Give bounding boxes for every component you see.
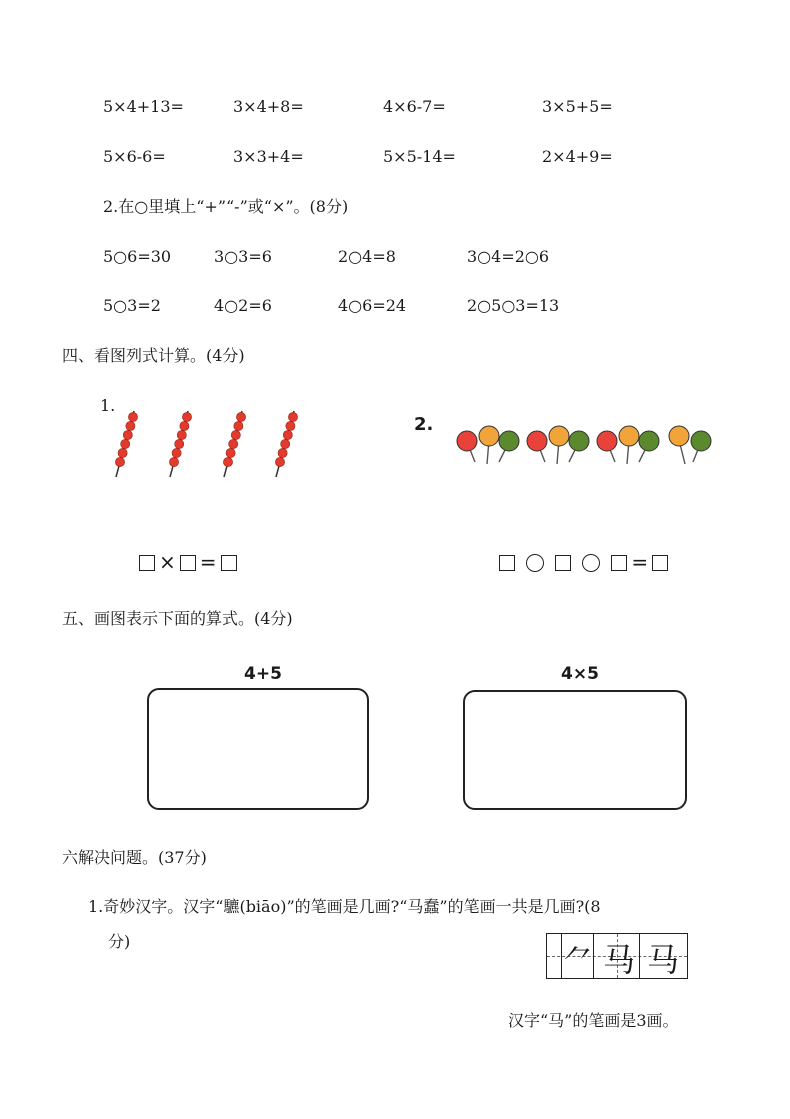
skewers-illustration — [100, 405, 310, 480]
answer-box[interactable] — [221, 555, 237, 571]
answer-box[interactable] — [139, 555, 155, 571]
fill-3-3: 2○4=8 — [338, 247, 396, 266]
stroke-step-1: ⺈ — [563, 944, 593, 979]
fill-4-3: 4○6=24 — [338, 296, 407, 315]
stroke-order-grid — [546, 933, 688, 979]
equals-sign: = — [631, 550, 649, 574]
stroke-step-3: 马 — [647, 941, 680, 979]
operator-circle[interactable] — [526, 554, 544, 572]
lollipop-group — [457, 426, 519, 464]
operator-circle[interactable] — [582, 554, 600, 572]
skewer — [169, 411, 191, 477]
arith-2-1: 5×6-6= — [103, 147, 166, 166]
lollipops-illustration — [453, 422, 718, 468]
lollipop-group — [597, 426, 659, 464]
picture-2-label: 2. — [414, 414, 434, 435]
expression-2: 4×5 — [561, 664, 599, 684]
skewer — [275, 411, 297, 477]
arith-2-2: 3×3+4= — [233, 147, 304, 166]
fill-4-1: 5○3=2 — [103, 296, 161, 315]
fill-4-4: 2○5○3=13 — [467, 296, 560, 315]
answer-box[interactable] — [499, 555, 515, 571]
drawing-box-2[interactable] — [463, 690, 687, 810]
arith-2-4: 2×4+9= — [542, 147, 613, 166]
section-6-title: 六解决问题。(37分) — [62, 848, 207, 867]
answer-box[interactable] — [555, 555, 571, 571]
arith-1-4: 3×5+5= — [542, 97, 613, 116]
drawing-box-1[interactable] — [147, 688, 369, 810]
question-6-1-line2: 分) — [108, 932, 131, 951]
skewer — [223, 411, 245, 477]
answer-template-1 — [139, 550, 237, 574]
section-5-title: 五、画图表示下面的算式。(4分) — [62, 609, 293, 628]
stroke-step-2: 马 — [603, 941, 636, 979]
equals-sign: = — [199, 550, 217, 574]
arith-1-2: 3×4+8= — [233, 97, 304, 116]
question-2-title: 2.在○里填上“+”“-”或“×”。(8分) — [103, 197, 349, 216]
skewer — [115, 411, 137, 477]
lollipop-group — [669, 426, 711, 464]
lollipop-group — [527, 426, 589, 464]
answer-box[interactable] — [652, 555, 668, 571]
fill-3-2: 3○3=6 — [214, 247, 272, 266]
question-6-1-line1: 1.奇妙汉字。汉字“䮽(biāo)”的笔画是几画?“马蠢”的笔画一共是几画?(8 — [88, 897, 601, 916]
picture-1-label: 1. — [100, 396, 116, 415]
arith-2-3: 5×5-14= — [383, 147, 456, 166]
section-4-title: 四、看图列式计算。(4分) — [62, 346, 245, 365]
arith-1-3: 4×6-7= — [383, 97, 446, 116]
fill-4-2: 4○2=6 — [214, 296, 272, 315]
expression-1: 4+5 — [244, 664, 282, 684]
times-sign: × — [159, 550, 176, 574]
answer-box[interactable] — [611, 555, 627, 571]
stroke-note: 汉字“马”的笔画是3画。 — [508, 1011, 679, 1030]
fill-3-4: 3○4=2○6 — [467, 247, 550, 266]
answer-box[interactable] — [180, 555, 196, 571]
answer-template-2 — [499, 550, 668, 574]
fill-3-1: 5○6=30 — [103, 247, 172, 266]
arith-1-1: 5×4+13= — [103, 97, 184, 116]
